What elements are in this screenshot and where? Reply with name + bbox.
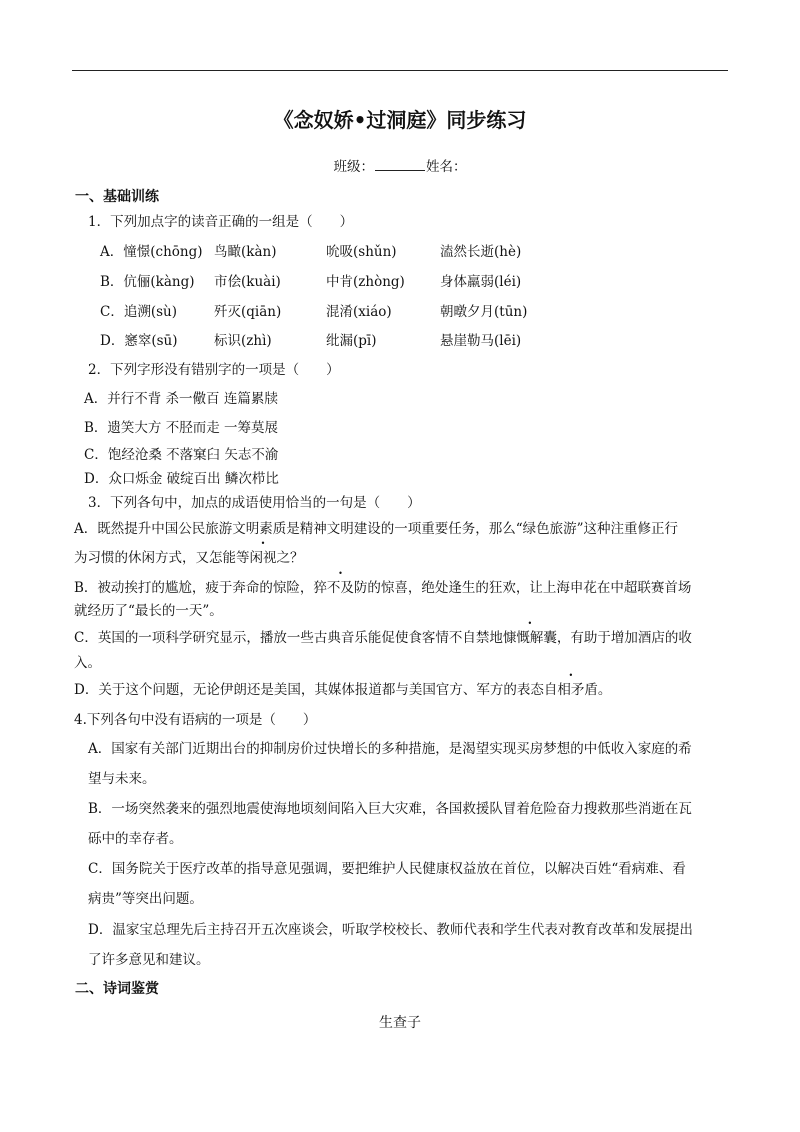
q4-option-a-line-1: A．国家有关部门近期出台的抑制房价过快增长的多种措施，是渴望实现买房梦想的中低收入家庭的希: [88, 741, 692, 757]
q1-a-item-3: 吮吸(shǔn): [326, 244, 397, 260]
q1-b-item-1: B．伉俪(kàng): [100, 274, 195, 290]
q1-b-item-2: 市侩(kuài): [214, 274, 281, 290]
class-label: 班级：: [333, 159, 374, 175]
q3-option-c-line-1: [74, 626, 692, 646]
q3-option-c-line-2: 入。: [74, 655, 101, 671]
q3-b-text: B．被动挨打的尴尬，疲于奔命的惊险，: [74, 580, 314, 596]
question-1-stem: 1．下列加点字的读音正确的一组是（ ）: [88, 214, 354, 230]
document-title: 《念奴娇•过洞庭》同步练习: [273, 108, 527, 132]
q3-c-idiom: 慷慨解囊: [502, 630, 557, 646]
q4-option-a-line-2: 望与未来。: [88, 771, 156, 787]
section-heading-poetry: 二、诗词鉴赏: [75, 981, 159, 997]
q3-option-a-line-1: A．既然提升中国公民旅游文明素质是精神文明建设的一项重要任务，那么“绿色旅游”这种注重修正行: [74, 521, 679, 537]
q2-option-d: D．众口烁金 破绽百出 鳞次栉比: [84, 471, 279, 487]
q4-option-b-line-1: B．一场突然袭来的强烈地震使海地顷刻间陷入巨大灾难，各国救援队冒着危险奋力搜救那些消逝在瓦: [88, 801, 692, 817]
q3-a-end: ？: [290, 550, 304, 566]
question-2-stem: 2．下列字形没有错别字的一项是（ ）: [88, 362, 340, 378]
q1-d-item-1: D．窸窣(sū): [100, 333, 178, 349]
q3-d-text: D．关于这个问题，无论伊朗还是美国，其媒体报道都与美国官方、军方的表态: [74, 682, 544, 698]
q4-option-c-line-1: C．国务院关于医疗改革的指导意见强调，要把维护人民健康权益放在首位，以解决百姓“看病难、看: [88, 861, 686, 877]
q3-c-text: C．英国的一项科学研究显示，播放一些古典音乐能促使食客情不自禁地: [74, 630, 503, 646]
poem-title: 生查子: [379, 1015, 421, 1031]
q3-a-text: 为习惯的休闲方式，又怎能: [74, 550, 236, 566]
q4-option-b-line-2: 砾中的幸存者。: [88, 831, 183, 847]
q1-c-item-4: 朝暾夕月(tūn): [440, 304, 528, 320]
q2-option-a: A．并行不背 杀一儆百 连篇累牍: [84, 391, 278, 407]
q1-a-item-1: A．憧憬(chōng): [100, 244, 203, 260]
q3-d-end: 。: [597, 682, 612, 698]
q1-a-item-4: 溘然长逝(hè): [440, 244, 522, 260]
q3-option-a-line-2: [74, 546, 304, 566]
q3-a-idiom: 等闲视之: [236, 550, 290, 566]
q4-option-d-line-2: 了许多意见和建议。: [88, 952, 210, 968]
q3-c-rest: ，有助于增加酒店的收: [556, 630, 692, 646]
q1-a-item-2: 鸟瞰(kàn): [214, 244, 277, 260]
name-label: 姓名：: [426, 159, 467, 175]
q2-option-c: C．饱经沧桑 不落窠臼 矢志不渝: [84, 447, 279, 463]
q1-d-item-2: 标识(zhì): [214, 333, 272, 349]
q4-option-c-line-2: 病贵”等突出问题。: [88, 891, 203, 907]
q3-option-b-line-1: [74, 576, 691, 596]
q3-b-idiom: 猝不及防: [313, 580, 368, 596]
q1-c-item-2: 歼灭(qiān): [214, 304, 282, 320]
section-heading-basic: 一、基础训练: [75, 189, 159, 205]
q1-c-item-1: C．追溯(sù): [100, 304, 177, 320]
q1-b-item-3: 中肯(zhòng): [326, 274, 405, 290]
q3-b-rest: 的惊喜，绝处逢生的狂欢，让上海申花在中超联赛首场: [367, 580, 692, 596]
q1-d-item-3: 纰漏(pī): [326, 333, 377, 349]
q3-option-b-line-2: 就经历了“最长的一天”。: [74, 603, 223, 619]
class-blank: [375, 158, 425, 171]
q2-option-b: B．遗笑大方 不胫而走 一筹莫展: [84, 420, 279, 436]
q1-b-item-4: 身体羸弱(léi): [440, 274, 522, 290]
q1-d-item-4: 悬崖勒马(lēi): [440, 333, 522, 349]
q4-option-d-line-1: D．温家宝总理先后主持召开五次座谈会，听取学校校长、教师代表和学生代表对教育改革和发展提出: [88, 922, 693, 938]
student-info-line: [0, 155, 800, 175]
question-3-stem: 3．下列各句中，加点的成语使用恰当的一句是（ ）: [88, 495, 421, 511]
q3-d-idiom: 自相矛盾: [543, 682, 598, 698]
q3-option-d-line-1: [74, 678, 611, 698]
header-rule: [72, 70, 728, 71]
q1-c-item-3: 混淆(xiáo): [326, 304, 392, 320]
question-4-stem: 4.下列各句中没有语病的一项是（ ）: [74, 712, 317, 728]
